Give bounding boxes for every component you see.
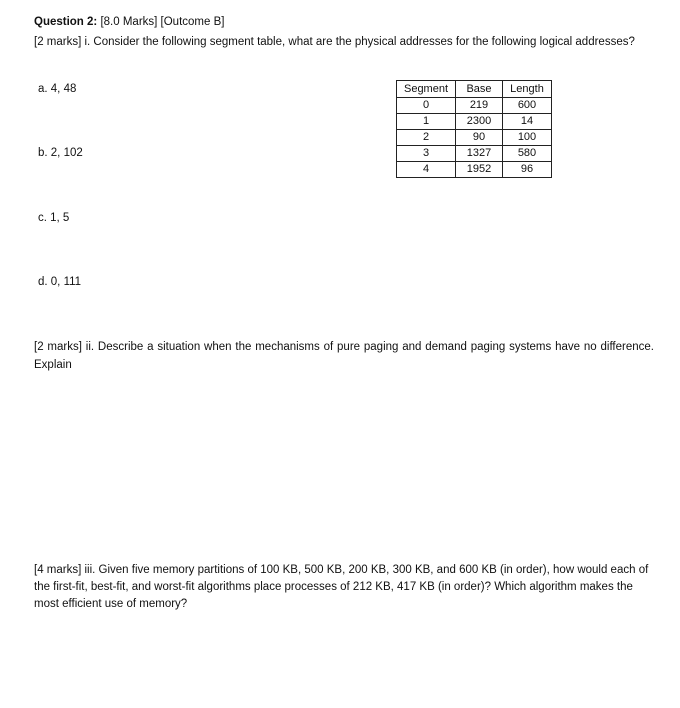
subquestion-b: b. 2, 102 [38,147,83,159]
table-row [397,130,552,146]
cell-base: 2300 [456,114,503,130]
subquestion-d: d. 0, 111 [38,276,82,288]
part-i-prompt: [2 marks] i. Consider the following segment table, what are the physical addresses for the following logical addresses? [34,36,635,48]
header-base: Base [456,81,503,98]
cell-segment: 4 [397,162,456,178]
question-heading [34,14,654,30]
cell-length: 100 [503,130,552,146]
subquestion-c: c. 1, 5 [38,212,70,224]
part-iii-prompt: [4 marks] iii. Given five memory partitions of 100 KB, 500 KB, 200 KB, 300 KB, and 600 KB (in order), how would each of the first-fit, best-fit, and worst-fit algorithms place processes of 212 KB, 417 KB (in order)? Which algorithm makes the most efficient use of memory? [34,564,649,610]
subquestion-a: a. 4, 48 [38,83,77,95]
cell-length: 580 [503,146,552,162]
cell-length: 14 [503,114,552,130]
question-meta: [8.0 Marks] [Outcome B] [97,16,225,28]
cell-length: 96 [503,162,552,178]
header-length: Length [503,81,552,98]
cell-base: 219 [456,98,503,114]
segment-table [396,80,552,178]
cell-segment: 3 [397,146,456,162]
cell-base: 1952 [456,162,503,178]
table-row [397,162,552,178]
part-ii-prompt: [2 marks] ii. Describe a situation when the mechanisms of pure paging and demand paging systems have no difference. Explain [34,341,654,371]
table-row [397,98,552,114]
segment-table-header-row [397,81,552,98]
cell-segment: 2 [397,130,456,146]
cell-length: 600 [503,98,552,114]
table-row [397,146,552,162]
cell-segment: 1 [397,114,456,130]
question-label: Question 2: [34,16,98,28]
table-row [397,114,552,130]
cell-segment: 0 [397,98,456,114]
header-segment: Segment [397,81,456,98]
cell-base: 1327 [456,146,503,162]
cell-base: 90 [456,130,503,146]
